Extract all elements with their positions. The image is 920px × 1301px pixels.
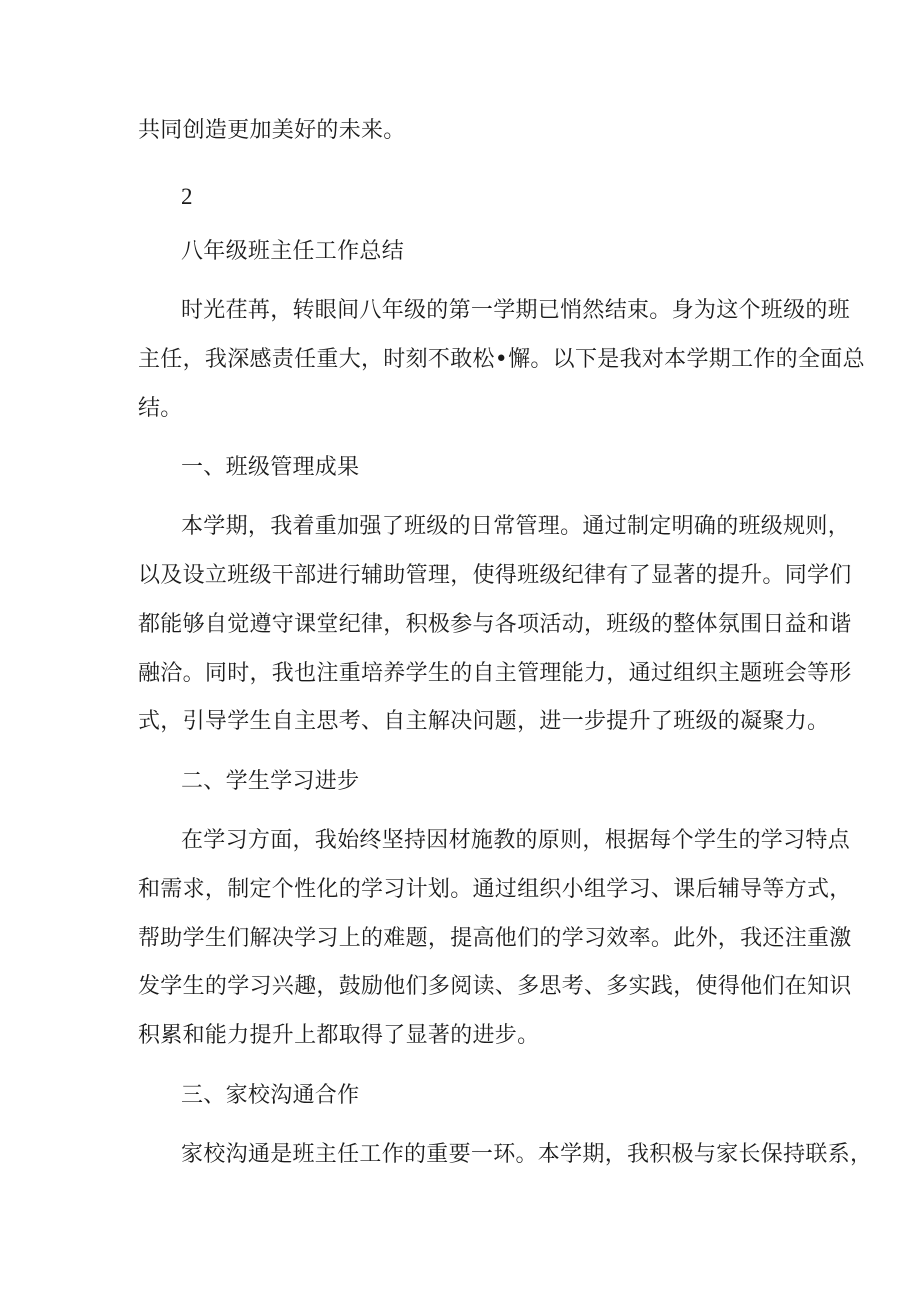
heading-student-progress: 二、学生学习进步 xyxy=(181,769,360,794)
management-line-1: 本学期，我着重加强了班级的日常管理。通过制定明确的班级规则， xyxy=(181,514,851,539)
study-line-3: 帮助学生们解决学习上的难题，提高他们的学习效率。此外，我还注重激 xyxy=(138,926,852,951)
heading-home-school: 三、家校沟通合作 xyxy=(181,1083,360,1108)
management-line-3: 都能够自觉遵守课堂纪律，积极参与各项活动，班级的整体氛围日益和谐 xyxy=(138,612,852,637)
study-line-4: 发学生的学习兴趣，鼓励他们多阅读、多思考、多实践，使得他们在知识 xyxy=(138,974,852,999)
management-line-5: 式，引导学生自主思考、自主解决问题，进一步提升了班级的凝聚力。 xyxy=(138,709,830,734)
management-line-4: 融洽。同时，我也注重培养学生的自主管理能力，通过组织主题班会等形 xyxy=(138,661,852,686)
home-school-line-1: 家校沟通是班主任工作的重要一环。本学期，我积极与家长保持联系， xyxy=(181,1142,873,1167)
intro-line-3: 结。 xyxy=(138,396,183,421)
section-number: 2 xyxy=(181,184,193,209)
study-line-2: 和需求，制定个性化的学习计划。通过组织小组学习、课后辅导等方式， xyxy=(138,877,852,902)
study-line-1: 在学习方面，我始终坚持因材施教的原则，根据每个学生的学习特点 xyxy=(181,828,851,853)
intro-line-1: 时光荏苒，转眼间八年级的第一学期已悄然结束。身为这个班级的班 xyxy=(181,298,851,323)
document-title: 八年级班主任工作总结 xyxy=(181,239,405,264)
study-line-5: 积累和能力提升上都取得了显著的进步。 xyxy=(138,1023,540,1048)
closing-line: 共同创造更加美好的未来。 xyxy=(138,118,406,143)
intro-line-2: 主任，我深感责任重大，时刻不敢松•懈。以下是我对本学期工作的全面总 xyxy=(138,347,865,372)
heading-class-management: 一、班级管理成果 xyxy=(181,455,360,480)
management-line-2: 以及设立班级干部进行辅助管理，使得班级纪律有了显著的提升。同学们 xyxy=(138,563,852,588)
